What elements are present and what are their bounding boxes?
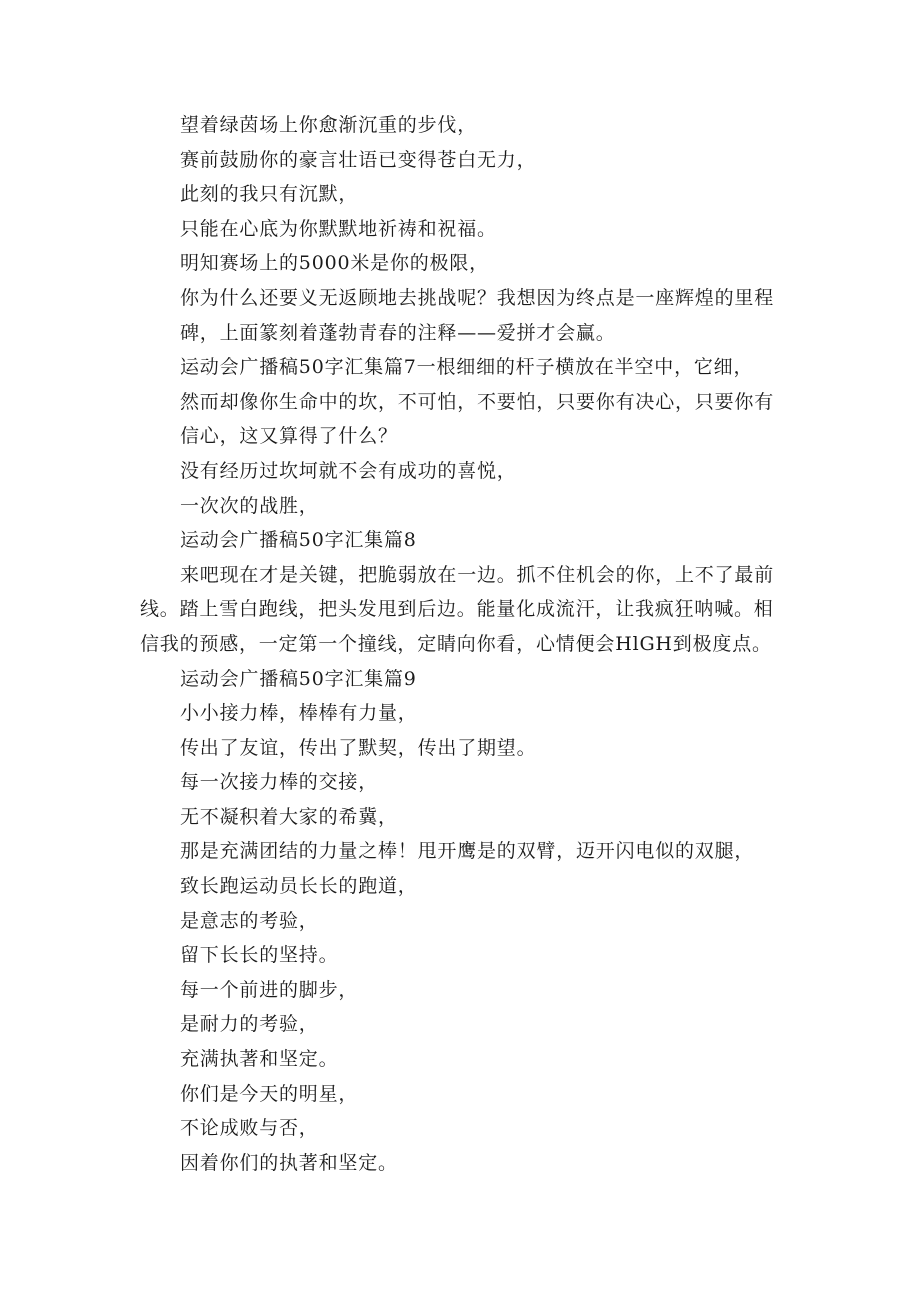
text-line: 你为什么还要义无返顾地去挑战呢？我想因为终点是一座辉煌的里程 <box>180 286 775 309</box>
text-line: 运动会广播稿50字汇集篇9 <box>180 667 417 690</box>
text-line: 线。踏上雪白跑线，把头发甩到后边。能量化成流汗，让我疯狂呐喊。相 <box>140 598 774 621</box>
text-line: 小小接力棒，棒棒有力量， <box>180 702 418 725</box>
text-line: 一次次的战胜， <box>180 494 319 517</box>
text-line: 充满执著和坚定。 <box>180 1048 339 1071</box>
text-line: 明知赛场上的5000米是你的极限， <box>180 252 489 275</box>
text-line: 不论成败与否， <box>180 1117 319 1140</box>
text-line: 运动会广播稿50字汇集篇8 <box>180 529 417 552</box>
text-line: 没有经历过坎坷就不会有成功的喜悦， <box>180 459 517 482</box>
text-line: 那是充满团结的力量之棒！甩开鹰是的双臂，迈开闪电似的双腿， <box>180 840 755 863</box>
text-line: 你们是今天的明星， <box>180 1082 359 1105</box>
text-line: 碑，上面篆刻着蓬勃青春的注释——爱拼才会赢。 <box>180 321 616 344</box>
text-line: 只能在心底为你默默地祈祷和祝福。 <box>180 217 497 240</box>
text-line: 赛前鼓励你的豪言壮语已变得苍白无力， <box>180 148 537 171</box>
text-line: 然而却像你生命中的坎，不可怕，不要怕，只要你有决心，只要你有 <box>180 390 775 413</box>
text-line: 信心，这又算得了什么？ <box>180 425 398 448</box>
text-line: 信我的预感，一定第一个撞线，定睛向你看，心情便会HlGH到极度点。 <box>140 632 772 655</box>
text-line: 每一次接力棒的交接， <box>180 771 379 794</box>
text-line: 此刻的我只有沉默， <box>180 183 359 206</box>
text-line: 是耐力的考验， <box>180 1013 319 1036</box>
text-line: 传出了友谊，传出了默契，传出了期望。 <box>180 736 537 759</box>
text-line: 望着绿茵场上你愈渐沉重的步伐， <box>180 114 478 136</box>
document-body <box>140 108 790 1180</box>
text-line: 留下长长的坚持。 <box>180 944 339 967</box>
text-line: 是意志的考验， <box>180 909 319 932</box>
text-line: 因着你们的执著和坚定。 <box>180 1151 398 1174</box>
text-line: 每一个前进的脚步， <box>180 978 359 1001</box>
text-line: 来吧现在才是关键，把脆弱放在一边。抓不住机会的你，上不了最前 <box>180 563 775 586</box>
text-line: 致长跑运动员长长的跑道， <box>180 875 418 898</box>
text-line: 无不凝积着大家的希冀， <box>180 805 398 828</box>
text-line: 运动会广播稿50字汇集篇7一根细细的杆子横放在半空中，它细， <box>180 356 754 379</box>
